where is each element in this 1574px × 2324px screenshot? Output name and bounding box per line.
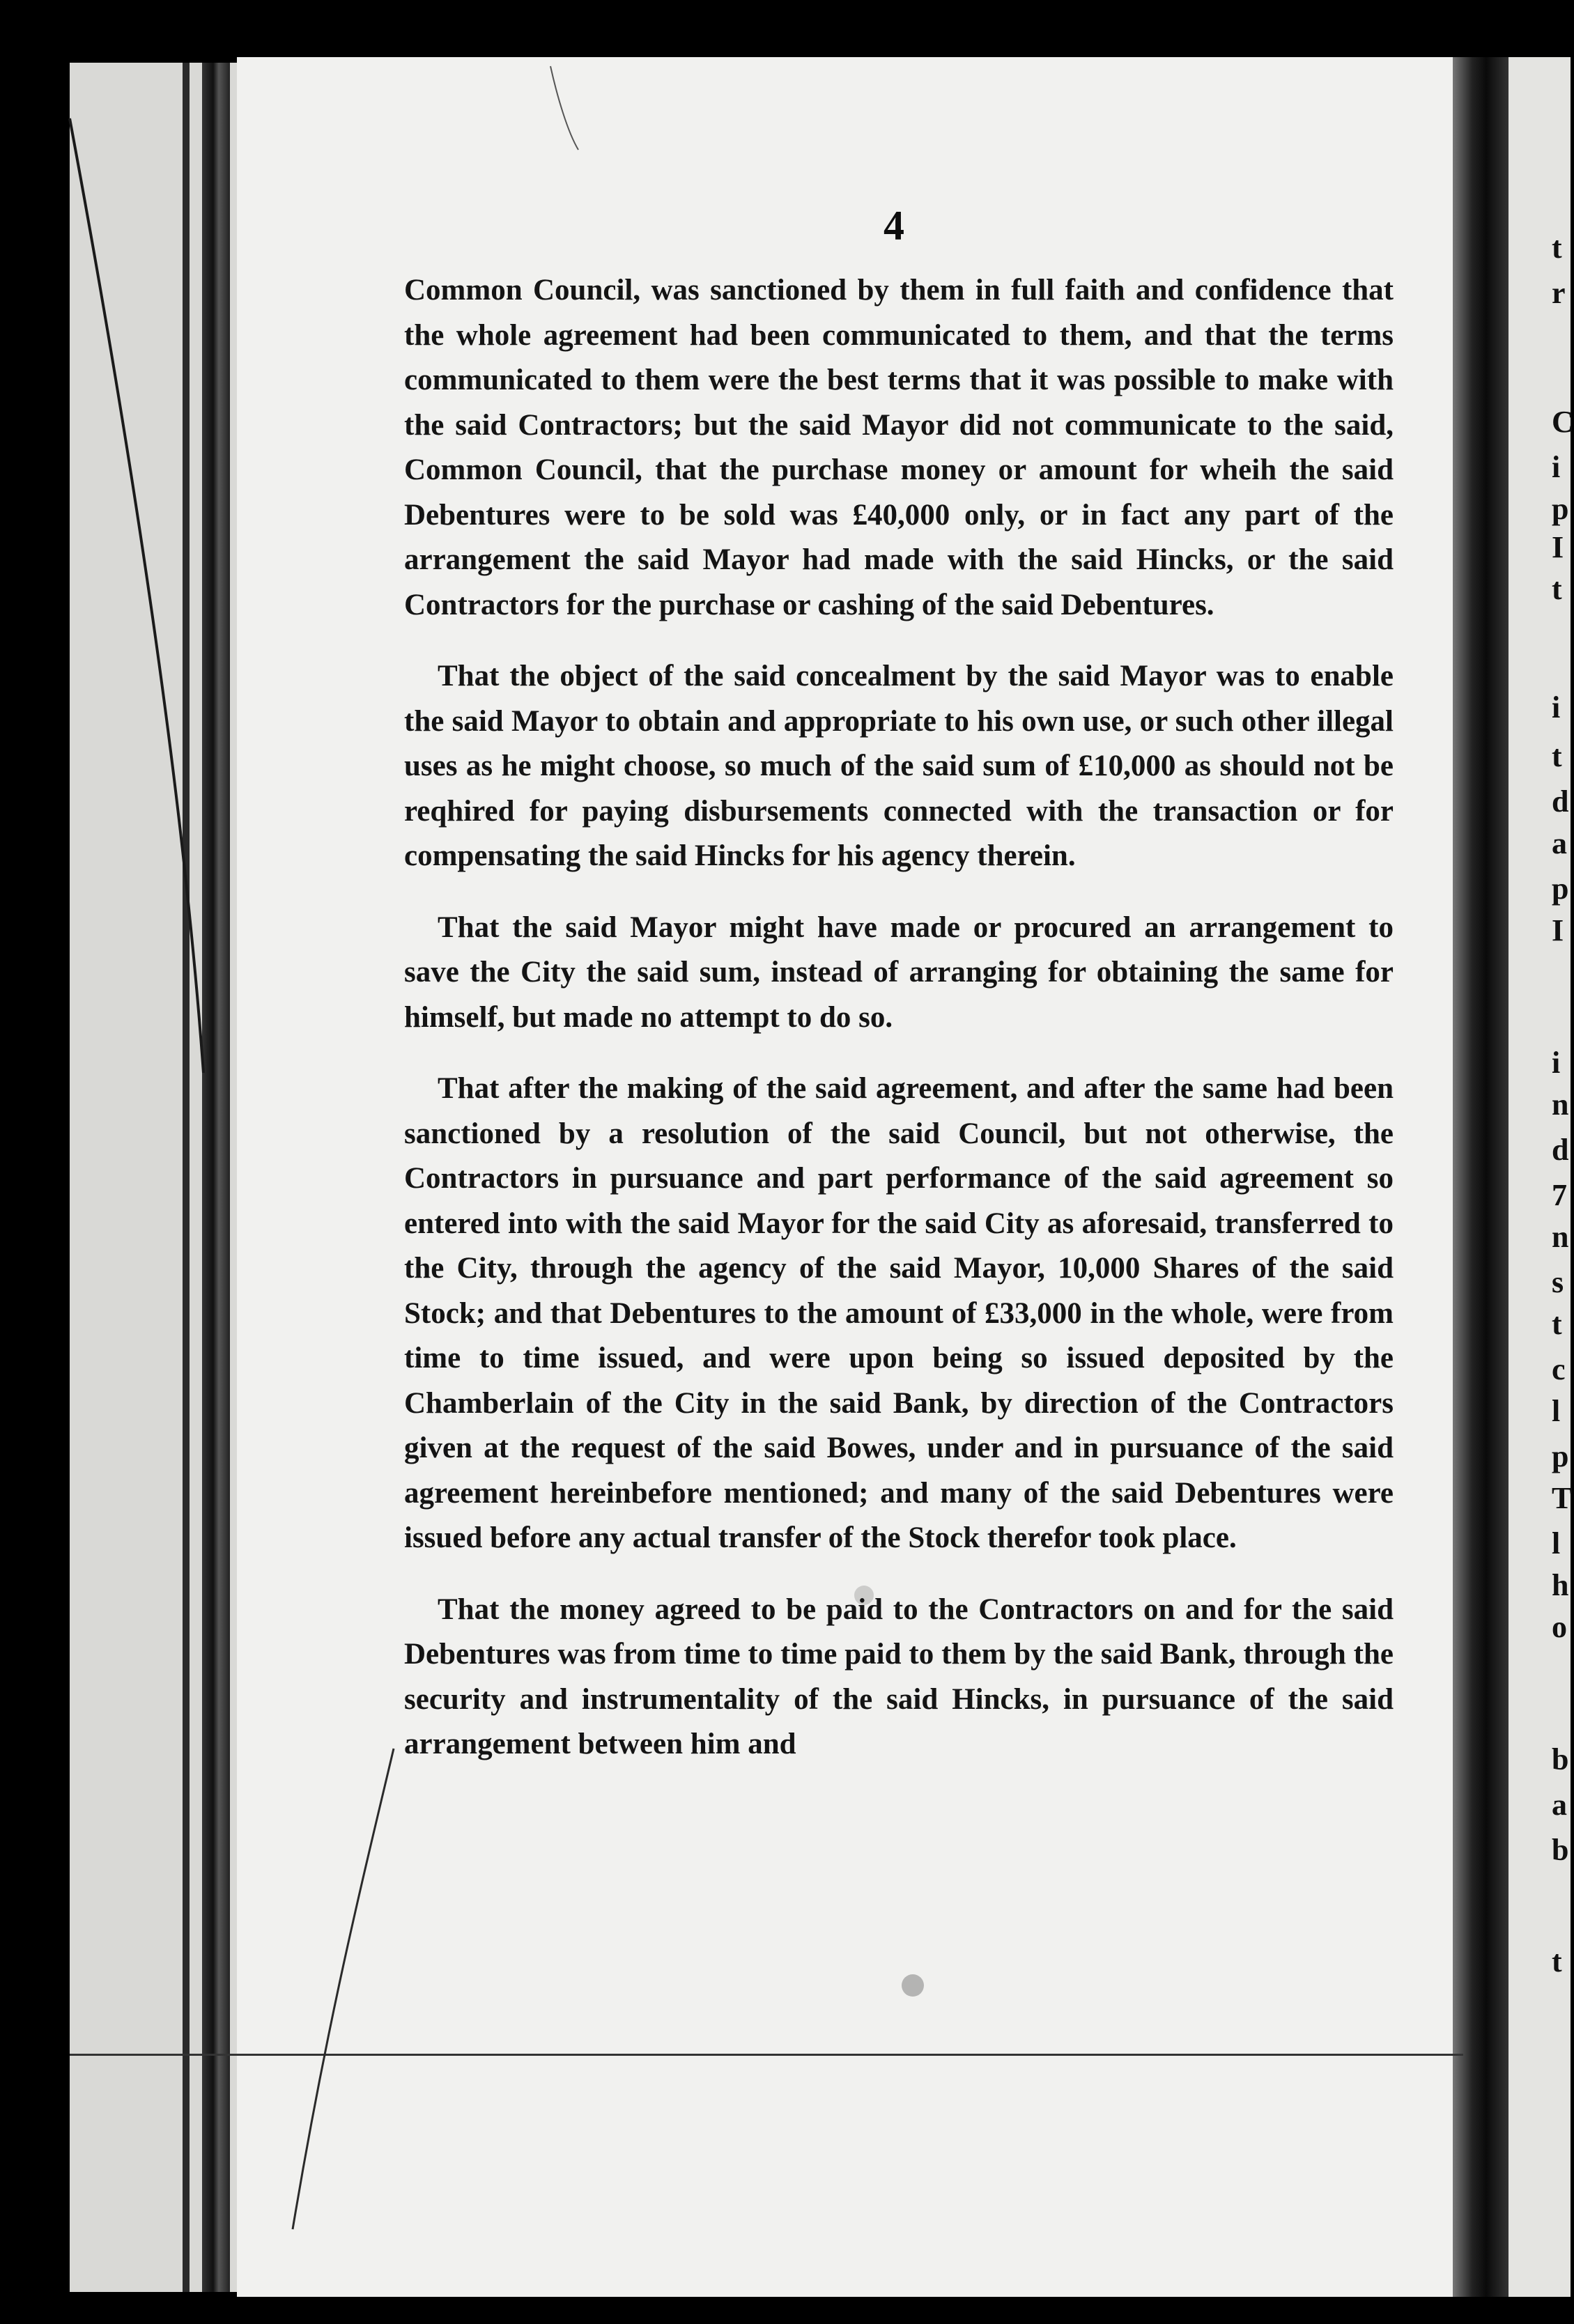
next-page-fragment: t bbox=[1552, 231, 1562, 265]
next-page-fragment: t bbox=[1552, 1307, 1562, 1341]
next-page-fragment: d bbox=[1552, 784, 1569, 819]
bottom-rule bbox=[70, 2054, 1463, 2056]
next-page-fragment: i bbox=[1552, 1046, 1561, 1080]
next-page-fragment: C bbox=[1552, 405, 1574, 439]
next-page-fragment: t bbox=[1552, 572, 1562, 606]
paragraph-4: That after the making of the said agreement, and after the same had been sanctioned by a resolution of the said Council, but not otherwise, the Contractors in pursuance and part performance of the said agreement so entered into with the said Mayor for the said City as aforesaid, transferred to the City, through the agency of the said Mayor, 10,000 Shares of the said Stock; and that Debentures to the amount of £33,000 in the whole, were from time to time issued, and were upon being so issued deposited by the Chamberlain of the City in the said Bank, by direction of the Contractors given at the request of the said Bowes, under and in pursuance of the said agreement hereinbefore mentioned; and many of the said Debentures were issued before any actual transfer of the Stock therefor took place. bbox=[404, 1072, 1394, 1554]
next-page-fragment: a bbox=[1552, 1788, 1567, 1822]
page-number: 4 bbox=[884, 203, 904, 249]
next-page-fragment: p bbox=[1552, 492, 1569, 526]
next-page-fragment: 7 bbox=[1552, 1178, 1567, 1212]
next-page-fragment: i bbox=[1552, 450, 1561, 484]
next-page-fragment: a bbox=[1552, 826, 1567, 860]
next-page-fragment: b bbox=[1552, 1833, 1569, 1867]
next-page-fragment: o bbox=[1552, 1610, 1567, 1644]
left-gutter-rule bbox=[183, 63, 190, 2292]
paragraph-5: That the money agreed to be paid to the Contractors on and for the said Debentures was from time to time paid to them by the said Bank, through the security and instrumentality of the said Hincks, in pursuance of the said arrangement between him and bbox=[404, 1593, 1394, 1760]
next-page-edge bbox=[1509, 57, 1574, 2297]
next-page-fragment: p bbox=[1552, 872, 1569, 906]
next-page-fragment: n bbox=[1552, 1087, 1569, 1122]
next-page-fragment: b bbox=[1552, 1742, 1569, 1776]
next-page-fragment: T bbox=[1552, 1481, 1573, 1515]
paragraph-3: That the said Mayor might have made or procured an arrangement to save the City the said sum, instead of arranging for obtaining the same for himself, but made no attempt to do so. bbox=[404, 911, 1394, 1034]
paragraph-2: That the object of the said concealment by the said Mayor was to enable the said Mayor to obtain and appropriate to his own use, or such other illegal uses as he might choose, so much of the said sum of £10,000 as should not be reqhired for paying disbursements connected with the transaction or for compensating the said Hincks for his agency therein. bbox=[404, 660, 1394, 872]
next-page-fragment: r bbox=[1552, 276, 1566, 310]
right-binding-shadow bbox=[1453, 57, 1509, 2297]
next-page-fragment: I bbox=[1552, 530, 1564, 564]
next-page-fragment: s bbox=[1552, 1265, 1564, 1299]
next-page-fragment: t bbox=[1552, 1944, 1562, 1978]
next-page-fragment: c bbox=[1552, 1352, 1566, 1386]
paragraph-1: Common Council, was sanctioned by them in full faith and confidence that the whole agreement had been communicated to them, and that the terms communicated to them were the best terms that it was possible to make with the said Contractors; but the said Mayor did not communicate to the said, Common Council, that the purchase money or amount for wheih the said Debentures were to be sold was £40,000 only, or in fact any part of the arrangement the said Mayor had made with the said Hincks, or the said Contractors for the purchase or cashing of the said Debentures. bbox=[404, 274, 1394, 621]
next-page-fragment: t bbox=[1552, 739, 1562, 773]
next-page-fragment: n bbox=[1552, 1220, 1569, 1254]
next-page-fragment: d bbox=[1552, 1133, 1569, 1167]
next-page-fragment: p bbox=[1552, 1439, 1569, 1473]
next-page-fragment: l bbox=[1552, 1526, 1561, 1560]
next-page-fragment: I bbox=[1552, 913, 1564, 947]
left-binding-shadow bbox=[202, 63, 230, 2292]
next-page-fragment: i bbox=[1552, 690, 1561, 725]
body-text bbox=[404, 268, 1394, 1767]
next-page-fragment: l bbox=[1552, 1394, 1561, 1428]
next-page-fragment: h bbox=[1552, 1568, 1569, 1602]
